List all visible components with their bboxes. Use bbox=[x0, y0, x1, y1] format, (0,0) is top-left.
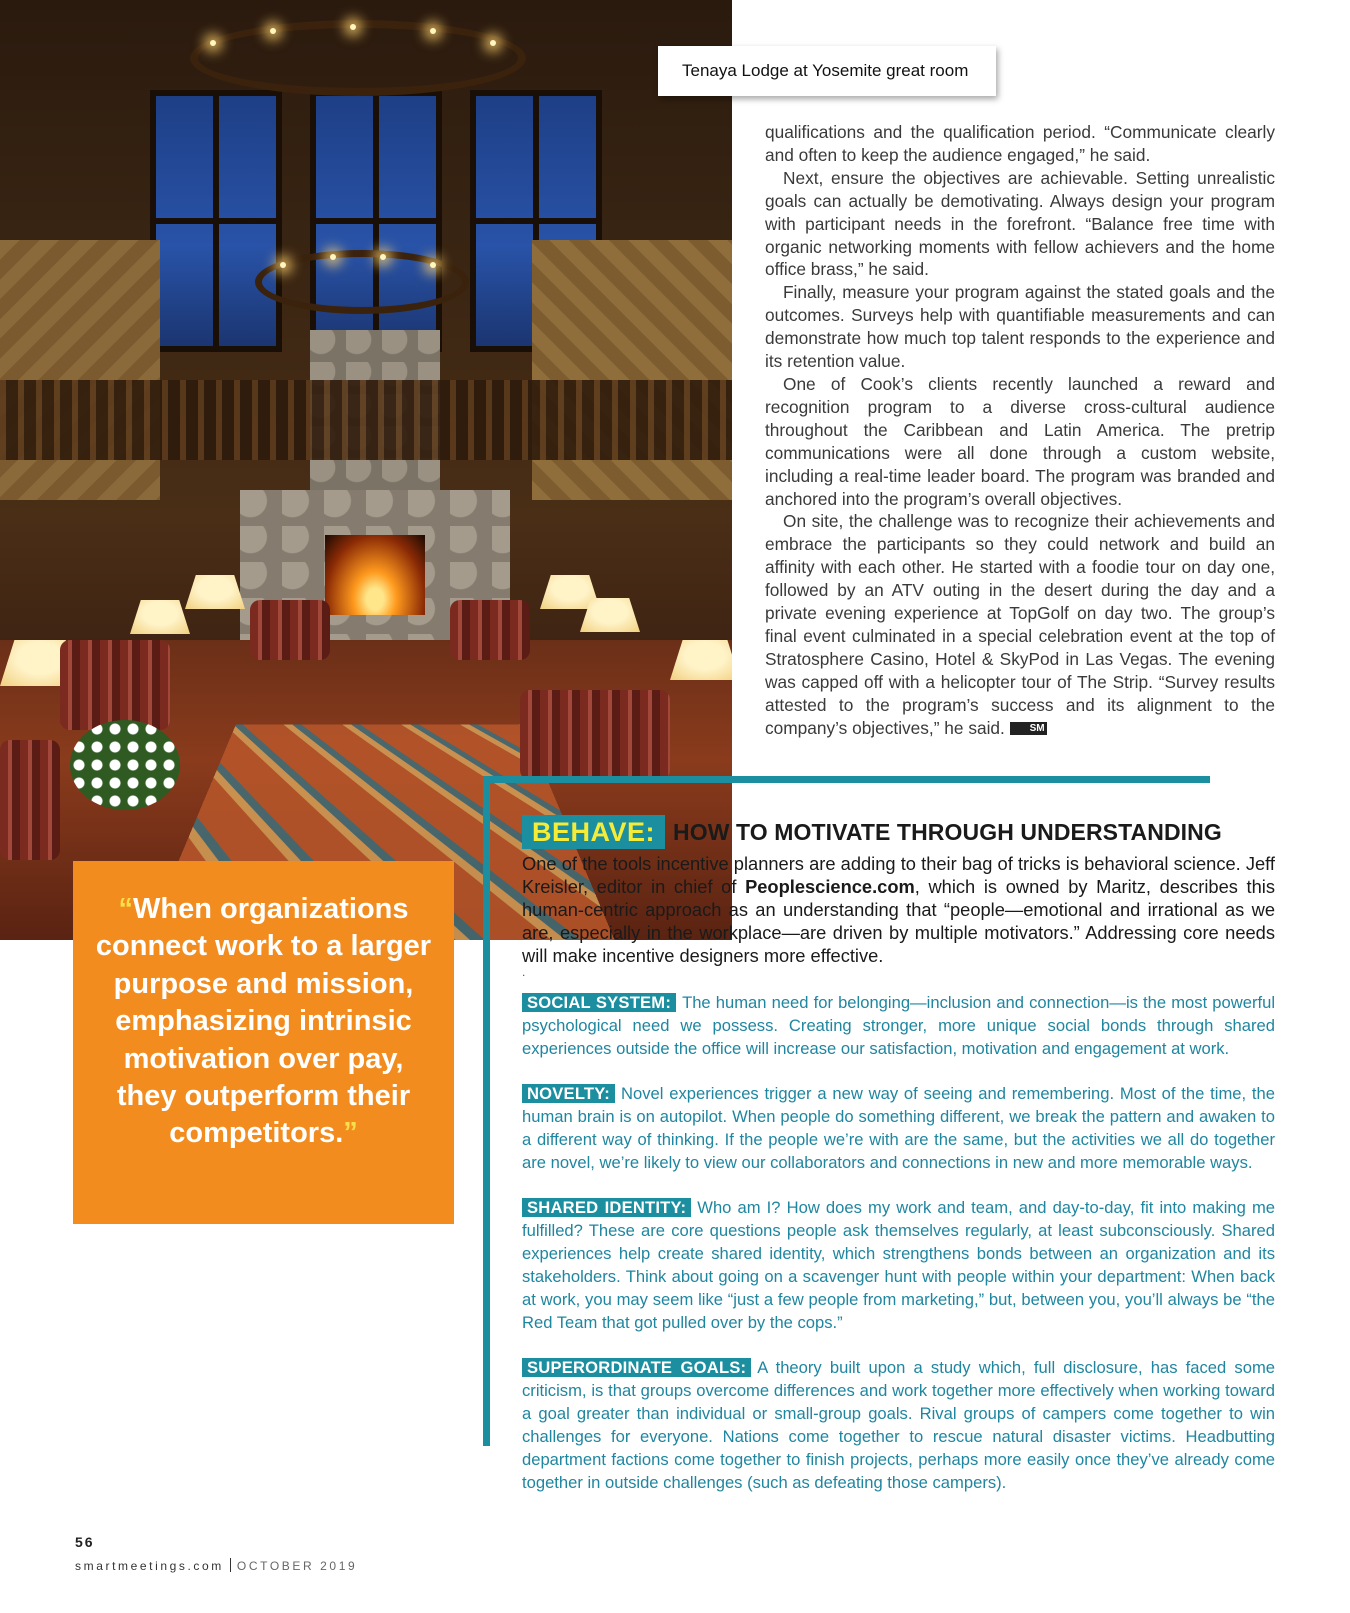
sidebar-item-label: SOCIAL SYSTEM: bbox=[522, 993, 676, 1012]
photo-light bbox=[270, 28, 276, 34]
photo-armchair bbox=[520, 690, 670, 780]
sidebar-intro-link: Peoplescience.com bbox=[745, 875, 915, 897]
sidebar-item-superordinate-goals bbox=[522, 1357, 1275, 1494]
pull-quote-text: When organizations connect work to a larger purpose and mission, emphasizing intrinsic motivation over pay, they outperform their competitors. bbox=[95, 893, 432, 1150]
photo-caption-text: Tenaya Lodge at Yosemite great room bbox=[682, 61, 969, 80]
sidebar-item-label: SUPERORDINATE GOALS: bbox=[522, 1358, 751, 1377]
photo-fire bbox=[325, 535, 425, 615]
open-quote-mark: “ bbox=[118, 893, 133, 925]
photo-light bbox=[350, 24, 356, 30]
footer-site: smartmeetings.com bbox=[75, 1559, 224, 1573]
sidebar-intro-text: , which is owned by Maritz, describes this human-centric approach as an understanding that “people—emotional and irrational as we are, especially in the workplace—are driven by multiple motivators.” Addressing core needs will make incentive designers more effective. bbox=[522, 875, 1275, 966]
photo-caption bbox=[658, 46, 996, 96]
sidebar-item-label: NOVELTY: bbox=[522, 1084, 615, 1103]
article-body bbox=[765, 121, 1275, 739]
sidebar-intro-text: One of the tools incentive planners are adding to their bag of tricks is behavioral science. Jeff Kreisler, editor in chief of bbox=[522, 853, 1275, 897]
article-paragraph: qualifications and the qualification period. “Communicate clearly and often to keep the audience engaged,” he said. bbox=[765, 122, 1275, 165]
photo-chandelier bbox=[255, 250, 469, 314]
photo-armchair bbox=[60, 640, 170, 730]
photo-window bbox=[150, 90, 282, 352]
photo-light bbox=[210, 40, 216, 46]
photo-lamp bbox=[130, 600, 190, 634]
photo-armchair bbox=[450, 600, 530, 660]
sidebar-frame-top bbox=[483, 776, 1210, 783]
article-paragraph: Finally, measure your program against the stated goals and the outcomes. Surveys help with quantifiable measurements and can demonstrate how much top talent responds to the experience and its retention value. bbox=[765, 282, 1275, 372]
page-number: 56 bbox=[75, 1534, 95, 1550]
photo-wall bbox=[0, 240, 160, 500]
photo-lamp bbox=[185, 575, 245, 609]
footer-divider bbox=[230, 1558, 231, 1572]
sidebar-intro bbox=[522, 853, 1275, 968]
sidebar-item-text: A theory built upon a study which, full disclosure, has faced some criticism, is that groups overcome differences and work together more effectively when working toward a goal greater than individual or small-group goals. Rival groups of campers come together to win challenges for everyone. Nations come together to rescue natural disaster victims. Headbutting department factions come together to finish projects, perhaps more easily once they’ve already come together in outside challenges (such as defeating those campers). bbox=[522, 1358, 1275, 1492]
sidebar-item-text: Novel experiences trigger a new way of seeing and remembering. Most of the time, the human brain is on autopilot. When people do something different, we break the pattern and awaken to a different way of thinking. If the people we’re with are the same, but the activities we all do together are novel, we’re likely to view our collaborators and connections in new and more memorable ways. bbox=[522, 1084, 1275, 1172]
end-mark-logo: SM bbox=[1010, 722, 1047, 735]
sidebar-heading: HOW TO MOTIVATE THROUGH UNDERSTANDING bbox=[673, 818, 1222, 845]
sidebar-item-social-system bbox=[522, 992, 1275, 1061]
photo-armchair bbox=[250, 600, 330, 660]
article-paragraph: One of Cook’s clients recently launched a reward and recognition program to a diverse cross-cultural audience throughout the Caribbean and Latin America. The pretrip communications were all done through a custom website, including a real-time leader board. The program was branded and anchored into the program’s overall objectives. bbox=[765, 373, 1275, 509]
lodge-great-room-photo bbox=[0, 0, 732, 940]
photo-wall bbox=[532, 240, 732, 500]
sidebar-dot: . bbox=[522, 965, 526, 979]
sidebar-item-novelty bbox=[522, 1083, 1275, 1175]
sidebar-item-label: SHARED IDENTITY: bbox=[522, 1198, 691, 1217]
photo-light bbox=[430, 28, 436, 34]
photo-light bbox=[430, 262, 436, 268]
photo-light bbox=[490, 40, 496, 46]
footer-issue: OCTOBER 2019 bbox=[236, 1559, 358, 1573]
article-paragraph-text: On site, the challenge was to recognize their achievements and embrace the participants so they could network and build an affinity with each other. He started with a foodie tour on day one, followed by an ATV outing in the desert during the day and a private evening experience at TopGolf on day two. The group’s final event culminated in a special celebration event at the top of Stratosphere Casino, Hotel & SkyPod in Las Vegas. The evening was capped off with a helicopter tour of The Strip. “Survey results attested to the program’s success and its alignment to the company’s objectives,” he said. bbox=[765, 511, 1275, 738]
article-paragraph: Next, ensure the objectives are achievable. Setting unrealistic goals can actually be demotivating. Always design your program with participant needs in the forefront. “Balance free time with organic networking moments with fellow achievers and the home office brass,” he said. bbox=[765, 167, 1275, 280]
pull-quote bbox=[73, 861, 454, 1224]
photo-chandelier bbox=[190, 20, 526, 96]
sidebar-badge: BEHAVE: bbox=[522, 815, 665, 849]
sidebar-item-text: The human need for belonging—inclusion and connection—is the most powerful psychological need we possess. Creating stronger, more unique social bonds through shared experiences outside the office will increase our satisfaction, motivation and engagement at work. bbox=[522, 993, 1276, 1058]
photo-light bbox=[280, 262, 286, 268]
photo-flowers bbox=[70, 720, 180, 810]
sidebar-item-text: Who am I? How does my work and team, and day-to-day, fit into making me fulfilled? These are core questions people ask themselves regularly, at least subconsciously. Shared experiences help create shared identity, which strengthens bonds between an organization and its stakeholders. Think about going on a scavenger hunt with people within your department: When back at work, you may seem like “just a few people from marketing,” but, between you, you’ll always be “the Red Team that got pulled over by the cops.” bbox=[522, 1198, 1275, 1332]
photo-light bbox=[380, 254, 386, 260]
photo-armchair bbox=[0, 740, 60, 860]
page-footer bbox=[75, 1558, 357, 1573]
sidebar-title bbox=[522, 815, 1222, 849]
photo-balcony bbox=[0, 380, 732, 460]
article-paragraph bbox=[765, 510, 1275, 739]
sidebar-item-shared-identity bbox=[522, 1197, 1275, 1334]
sidebar-frame-left bbox=[483, 776, 490, 1446]
photo-light bbox=[330, 254, 336, 260]
close-quote-mark: ” bbox=[343, 1117, 358, 1150]
